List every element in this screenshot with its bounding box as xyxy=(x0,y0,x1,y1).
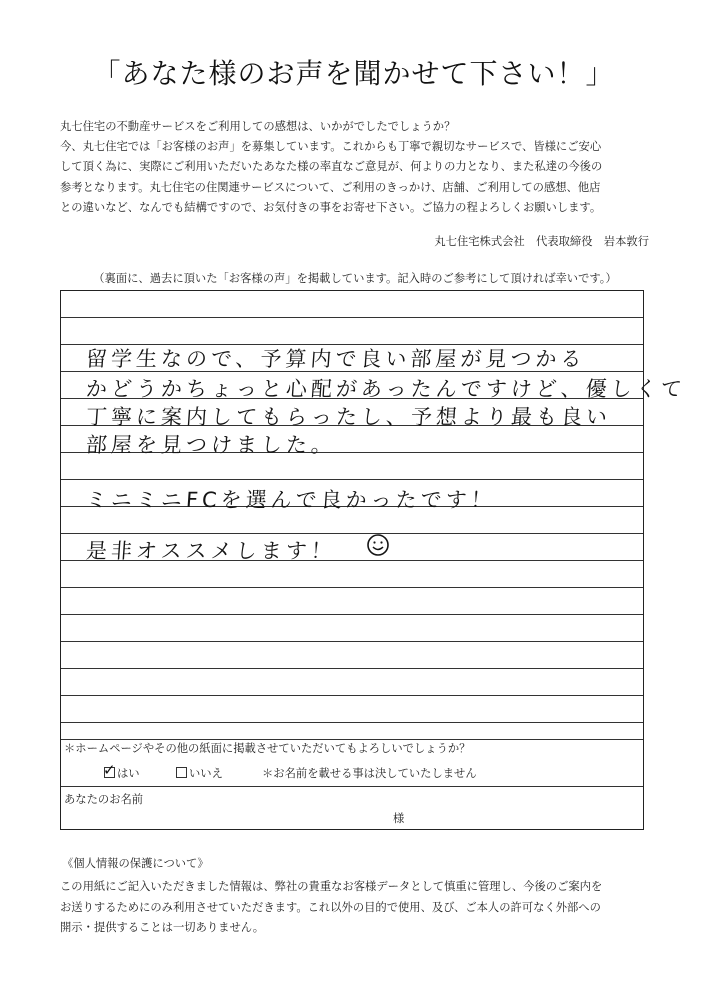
yes-label: はい xyxy=(117,767,140,780)
consent-yes-option[interactable] xyxy=(103,761,140,781)
consent-question: ＊ホームページやその他の紙面に掲載させていただいてもよろしいでしょうか？ xyxy=(64,742,471,755)
ruled-line xyxy=(61,695,643,696)
name-field-label: あなたのお名前 xyxy=(64,793,144,806)
handwritten-line: ミニミニFCを選んで良かったです！ xyxy=(85,488,497,512)
intro-line: 今、丸七住宅では「お客様のお声」を募集しています。これからも丁寧で親切なサービスで、皆様にご安心 xyxy=(60,140,602,154)
privacy-line: お送りするためにのみ利用させていただきます。これ以外の目的で使用、及び、ご本人の許可なく外部への xyxy=(60,900,601,914)
privacy-heading: 《個人情報の保護について》 xyxy=(62,857,209,870)
privacy-line: 開示・提供することは一切ありません。 xyxy=(60,921,265,934)
honorific-sama: 様 xyxy=(393,812,405,825)
consent-no-option[interactable] xyxy=(176,765,223,781)
handwritten-line: 留学生なので、予算内で良い部屋が見つかる xyxy=(85,347,587,371)
ruled-line xyxy=(61,668,643,669)
handwritten-line: 部屋を見つけました。 xyxy=(85,433,337,457)
privacy-line: この用紙にご記入いただきました情報は、弊社の貴重なお客様データとして慎重に管理し、今後のご案内を xyxy=(60,880,603,893)
ruled-line xyxy=(61,722,643,723)
intro-line: との違いなど、なんでも結構ですので、お気付きの事をお寄せ下さい。ご協力の程よろしくお願いします。 xyxy=(60,200,602,214)
no-checkbox[interactable] xyxy=(176,767,187,778)
ruled-line xyxy=(61,317,643,318)
reference-note: （裏面に、過去に頂いた「お客様の声」を掲載しています。記入時のご参考にして頂ければ幸いです。） xyxy=(93,272,617,285)
checkmark-icon: ✓ xyxy=(103,761,116,779)
ruled-line xyxy=(61,479,643,480)
smiley-face-icon xyxy=(366,533,390,557)
handwritten-line: 丁寧に案内してもらったし、予想より最も良い xyxy=(85,405,612,429)
ruled-line xyxy=(61,587,643,588)
ruled-line xyxy=(61,614,643,615)
no-label: いいえ xyxy=(189,767,223,780)
name-divider xyxy=(61,786,643,787)
ruled-line xyxy=(61,641,643,642)
intro-line: 参考となります。丸七住宅の住関連サービスについて、ご利用のきっかけ、店舗、ご利用しての感想、他店 xyxy=(60,180,601,194)
handwritten-line: かどうかちょっと心配があったんですけど、優しくて xyxy=(85,377,687,401)
name-privacy-note: ＊お名前を載せる事は決していたしません xyxy=(262,767,477,780)
yes-checkbox[interactable] xyxy=(103,761,116,779)
page-title: 「あなた様のお声を聞かせて下さい！」 xyxy=(92,57,615,90)
ruled-line xyxy=(61,533,643,534)
intro-line: して頂く為に、実際にご利用いただいたあなた様の率直なご意見が、何よりの力となり、また私達の今後の xyxy=(60,160,603,174)
privacy-text xyxy=(60,877,660,939)
signature: 丸七住宅株式会社 代表取締役 岩本敦行 xyxy=(434,235,649,248)
intro-text xyxy=(60,117,660,218)
intro-line: 丸七住宅の不動産サービスをご利用しての感想は、いかがでしたでしょうか？ xyxy=(60,120,456,133)
handwritten-line: 是非オススメします！ xyxy=(85,539,337,563)
